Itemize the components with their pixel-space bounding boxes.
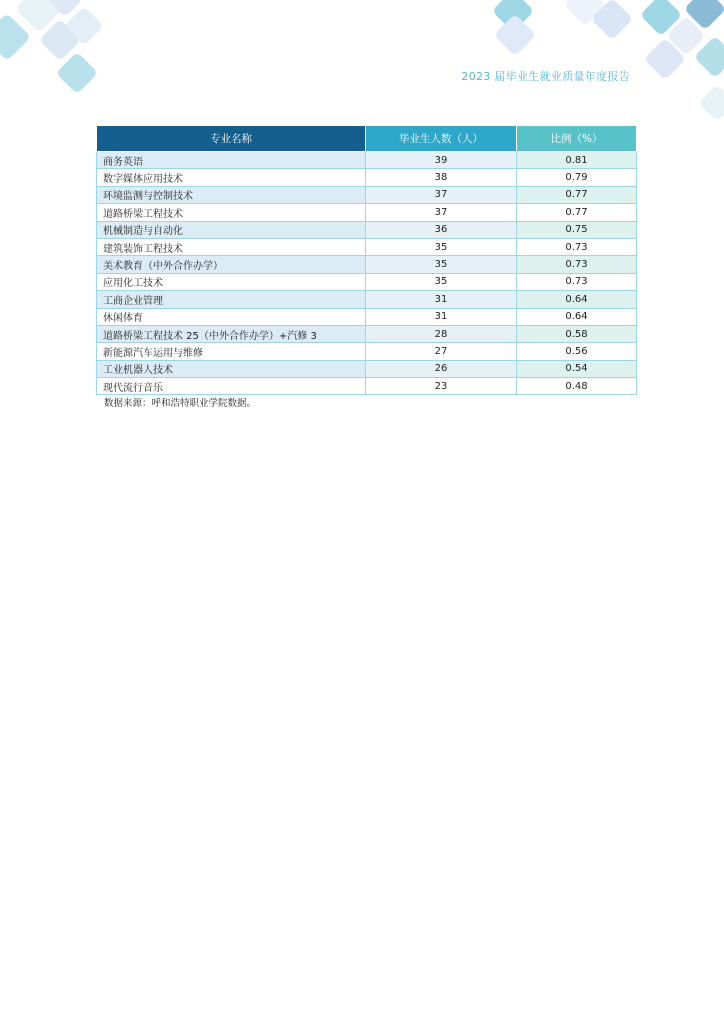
- table-row: [97, 343, 637, 360]
- graduate-count: 31: [366, 291, 517, 308]
- table-row: [97, 360, 637, 377]
- major-graduates-table: [96, 125, 637, 395]
- table-row: [97, 291, 637, 308]
- graduate-ratio: 0.64: [517, 291, 637, 308]
- report-title: 2023 届毕业生就业质量年度报告: [461, 70, 630, 83]
- major-name: 应用化工技术: [97, 273, 366, 290]
- major-name: 休闲体育: [97, 308, 366, 325]
- graduate-ratio: 0.58: [517, 325, 637, 342]
- table-row: [97, 273, 637, 290]
- graduate-ratio: 0.64: [517, 308, 637, 325]
- major-name: 美术教育（中外合作办学）: [97, 256, 366, 273]
- graduate-count: 23: [366, 378, 517, 395]
- column-header-count: 毕业生人数（人）: [366, 126, 517, 152]
- graduate-count: 35: [366, 256, 517, 273]
- graduate-count: 28: [366, 325, 517, 342]
- major-name: 现代流行音乐: [97, 378, 366, 395]
- table-row: [97, 221, 637, 238]
- graduate-ratio: 0.81: [517, 152, 637, 169]
- table-row: [97, 204, 637, 221]
- graduate-ratio: 0.56: [517, 343, 637, 360]
- table-row: [97, 169, 637, 186]
- major-name: 工业机器人技术: [97, 360, 366, 377]
- graduate-ratio: 0.77: [517, 186, 637, 203]
- column-header-major: 专业名称: [97, 126, 366, 152]
- table-row: [97, 152, 637, 169]
- graduate-count: 27: [366, 343, 517, 360]
- graduate-ratio: 0.73: [517, 238, 637, 255]
- major-name: 数字媒体应用技术: [97, 169, 366, 186]
- graduate-count: 38: [366, 169, 517, 186]
- table-header-row: [97, 126, 637, 152]
- major-name: 机械制造与自动化: [97, 221, 366, 238]
- graduate-ratio: 0.75: [517, 221, 637, 238]
- table-row: [97, 378, 637, 395]
- graduate-count: 26: [366, 360, 517, 377]
- graduate-count: 31: [366, 308, 517, 325]
- graduate-ratio: 0.54: [517, 360, 637, 377]
- graduate-count: 39: [366, 152, 517, 169]
- table-row: [97, 238, 637, 255]
- graduate-ratio: 0.79: [517, 169, 637, 186]
- deco-tile: [699, 85, 724, 122]
- graduate-count: 37: [366, 186, 517, 203]
- source-note: 数据来源：呼和浩特职业学院数据。: [104, 398, 257, 409]
- major-name: 道路桥梁工程技术 25（中外合作办学）+汽修 3: [97, 325, 366, 342]
- graduate-count: 37: [366, 204, 517, 221]
- column-header-ratio: 比例（%）: [517, 126, 637, 152]
- major-name: 工商企业管理: [97, 291, 366, 308]
- graduate-ratio: 0.48: [517, 378, 637, 395]
- major-name: 商务英语: [97, 152, 366, 169]
- table-row: [97, 308, 637, 325]
- graduate-count: 35: [366, 238, 517, 255]
- graduate-count: 36: [366, 221, 517, 238]
- graduate-ratio: 0.77: [517, 204, 637, 221]
- graduate-count: 35: [366, 273, 517, 290]
- major-name: 环境监测与控制技术: [97, 186, 366, 203]
- major-name: 道路桥梁工程技术: [97, 204, 366, 221]
- graduate-ratio: 0.73: [517, 273, 637, 290]
- table-row: [97, 256, 637, 273]
- graduate-ratio: 0.73: [517, 256, 637, 273]
- table-row: [97, 186, 637, 203]
- table-row: [97, 325, 637, 342]
- major-name: 建筑装饰工程技术: [97, 238, 366, 255]
- major-name: 新能源汽车运用与维修: [97, 343, 366, 360]
